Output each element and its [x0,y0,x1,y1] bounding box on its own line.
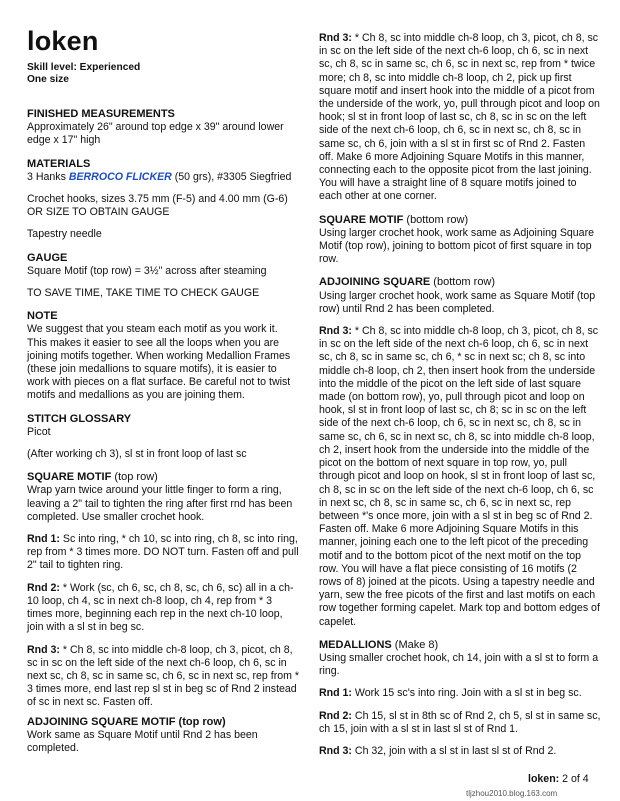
adjoining-bottom-heading: ADJOINING SQUARE (bottom row) [319,276,496,289]
page-footer [528,773,589,785]
materials-hooks: Crochet hooks, sizes 3.75 mm (F-5) and 4.00 mm (G-6) OR SIZE TO OBTAIN GAUGE [27,193,288,219]
glossary-definition: (After working ch 3), sl st in front loop of last sc [27,448,247,461]
page-number: 2 of 4 [559,773,589,785]
square-motif-top-intro: Wrap yarn twice around your little finger to form a ring, leaving a 2" tail to tighten the ring after first rnd has been completed. Use smaller crochet hook. [27,484,293,523]
size: One size [27,74,69,85]
adjoining-top-heading: ADJOINING SQUARE MOTIF (top row) [27,715,226,728]
materials-heading: MATERIALS [27,157,91,170]
materials-needle: Tapestry needle [27,228,102,241]
right-column [319,32,602,758]
gauge-save-time: TO SAVE TIME, TAKE TIME TO CHECK GAUGE [27,287,260,300]
adjoining-top-text: Work same as Square Motif until Rnd 2 has been completed. [27,728,258,754]
note-text: We suggest that you steam each motif as you work it. This makes it easier to see all the loops when you are joining motifs together. When working Medallion Frames (these join medallions to square motifs), it is easier to work with pieces on a flat surface. Be careful not to twist motifs and medallions as you are joining them. [27,323,291,402]
yarn-suffix: (50 grs), #3305 Siegfried [171,170,292,183]
square-top-rnd1: Rnd 1: Sc into ring, * ch 10, sc into ring, ch 8, sc into ring, rep from * 3 times more. DO NOT turn. Fasten off and pull 2" tail to tighten ring. [27,533,299,572]
materials-yarn [27,171,299,184]
gauge-heading: GAUGE [27,251,68,264]
right-rnd3: Rnd 3: * Ch 8, sc into middle ch-8 loop, ch 3, picot, ch 8, sc in sc on the left side of the next ch-6 loop, ch 6, sc in next sc, ch 8, sc in same sc, ch 6, sc in next sc, rep from * twice more; ch 8, sc into middle ch-8 loop, ch 2, pick up first square motif and insert hook into the middle of a picot from the underside of the work, yo, pull through picot and loop on hook; sl st in front loop of last sc, ch 8, sc in sc on the left side of the next ch-6 loop, ch 6, sc in next sc, ch 8, sc in same sc, ch 6, join with a sl st in first sc of Rnd 2. Fasten off. Make 6 more Adjoining Square Motifs in this manner, connecting each to the opposite picot from the last joining. You will have a straight line of 8 square motifs joined to each other at one corner. [319,32,600,203]
footer-title: loken: [528,773,560,785]
adjoining-bottom-rnd3: Rnd 3: * Ch 8, sc into middle ch-8 loop, ch 3, picot, ch 8, sc in sc on the left side of the next ch-6 loop, ch 6, sc in next sc, ch 8, sc in same sc, ch 6, * sc in next sc; ch 8, sc into middle ch-8 loop, ch 2, then insert hook from the underside into the middle of the picot on the left side of last square made (on bottom row), yo, pull through picot and loop on hook, sl st in front loop of last sc, ch 8; sc in sc on the left side of the next ch-6 loop, ch 6, sc in next sc, ch 8, sc in same sc, ch 6, sc in next sc, ch 8, sc into middle ch-8 loop, ch 2, insert hook from the underside into the middle of the picot on the bottom of next square in top row, yo, pull through picot and loop on hook, sl st in front loop of last sc, ch 8, sc in sc on the left side of the next ch-6 loop, ch 6, sc in next sc, ch 8, sc in same sc, ch 6, sc in next sc, rep between *'s once more, join with a sl st in beg sc of Rnd 2. Fasten off. Make 6 more Adjoining Square Motifs in this manner, joining each one to the left picot of the preceding motif and to the bottom picot of the next motif on the top row. You will have a flat piece consisting of 16 motifs (2 rows of 8) joined at the picots. Using a tapestry needle and yarn, sew the free picots of the first and last motifs on each row together forming capelet. Mark top and bottom edges of capelet. [319,325,600,628]
left-column [27,26,299,755]
medallions-heading: MEDALLIONS (Make 8) [319,638,439,651]
medallion-rnd2: Rnd 2: Ch 15, sl st in 8th sc of Rnd 2, ch 5, sl st in same sc, ch 15, join with a sl st in last sl st of Rnd 1. [319,709,601,735]
square-motif-bottom-text: Using larger crochet hook, work same as Adjoining Square Motif (top row), joining to bottom picot of first square in top row. [319,226,594,266]
finished-text: Approximately 26" around top edge x 39" around lower edge x 17" high [27,121,284,147]
glossary-term: Picot [27,425,51,438]
medallion-rnd1: Rnd 1: Work 15 sc's into ring. Join with a sl st in beg sc. [319,687,582,700]
square-top-rnd2: Rnd 2: * Work (sc, ch 6, sc, ch 8, sc, ch 6, sc) all in a ch-10 loop, ch 4, sc in next ch-8 loop, ch 4, rep from * 3 times more, beginning each rep in the next ch-10 loop, join with a sl st in beg sc. [27,581,294,634]
adjoining-bottom-text: Using larger crochet hook, work same as Square Motif (top row) until Rnd 2 has been completed. [319,289,596,315]
square-top-rnd3: Rnd 3: * Ch 8, sc into middle ch-8 loop, ch 3, picot, ch 8, sc in sc on the left side of the next ch-6 loop, ch 6, sc in next sc, ch 8, sc in same sc, ch 6, sc in next sc, rep from * 3 times more, end last rep sl st in beg sc of Rnd 2 instead of sc in next sc. Fasten off. [27,643,300,709]
square-motif-bottom-heading: SQUARE MOTIF (bottom row) [319,213,469,226]
square-motif-top-heading: SQUARE MOTIF (top row) [27,471,158,484]
medallion-rnd3: Rnd 3: Ch 32, join with a sl st in last sl st of Rnd 2. [319,744,557,757]
finished-heading: FINISHED MEASUREMENTS [27,108,175,120]
yarn-brand: BERROCO FLICKER [68,170,172,183]
glossary-heading: STITCH GLOSSARY [27,412,132,425]
note-heading: NOTE [27,310,58,323]
blog-watermark: tljzhou2010.blog.163.com [466,789,558,798]
pattern-title: loken [27,26,99,56]
gauge-text: Square Motif (top row) = 3½" across after steaming [27,264,267,277]
skill-level: Skill level: Experienced [27,62,141,73]
yarn-prefix: 3 Hanks [27,170,69,183]
medallions-intro: Using smaller crochet hook, ch 14, join with a sl st to form a ring. [319,651,599,678]
